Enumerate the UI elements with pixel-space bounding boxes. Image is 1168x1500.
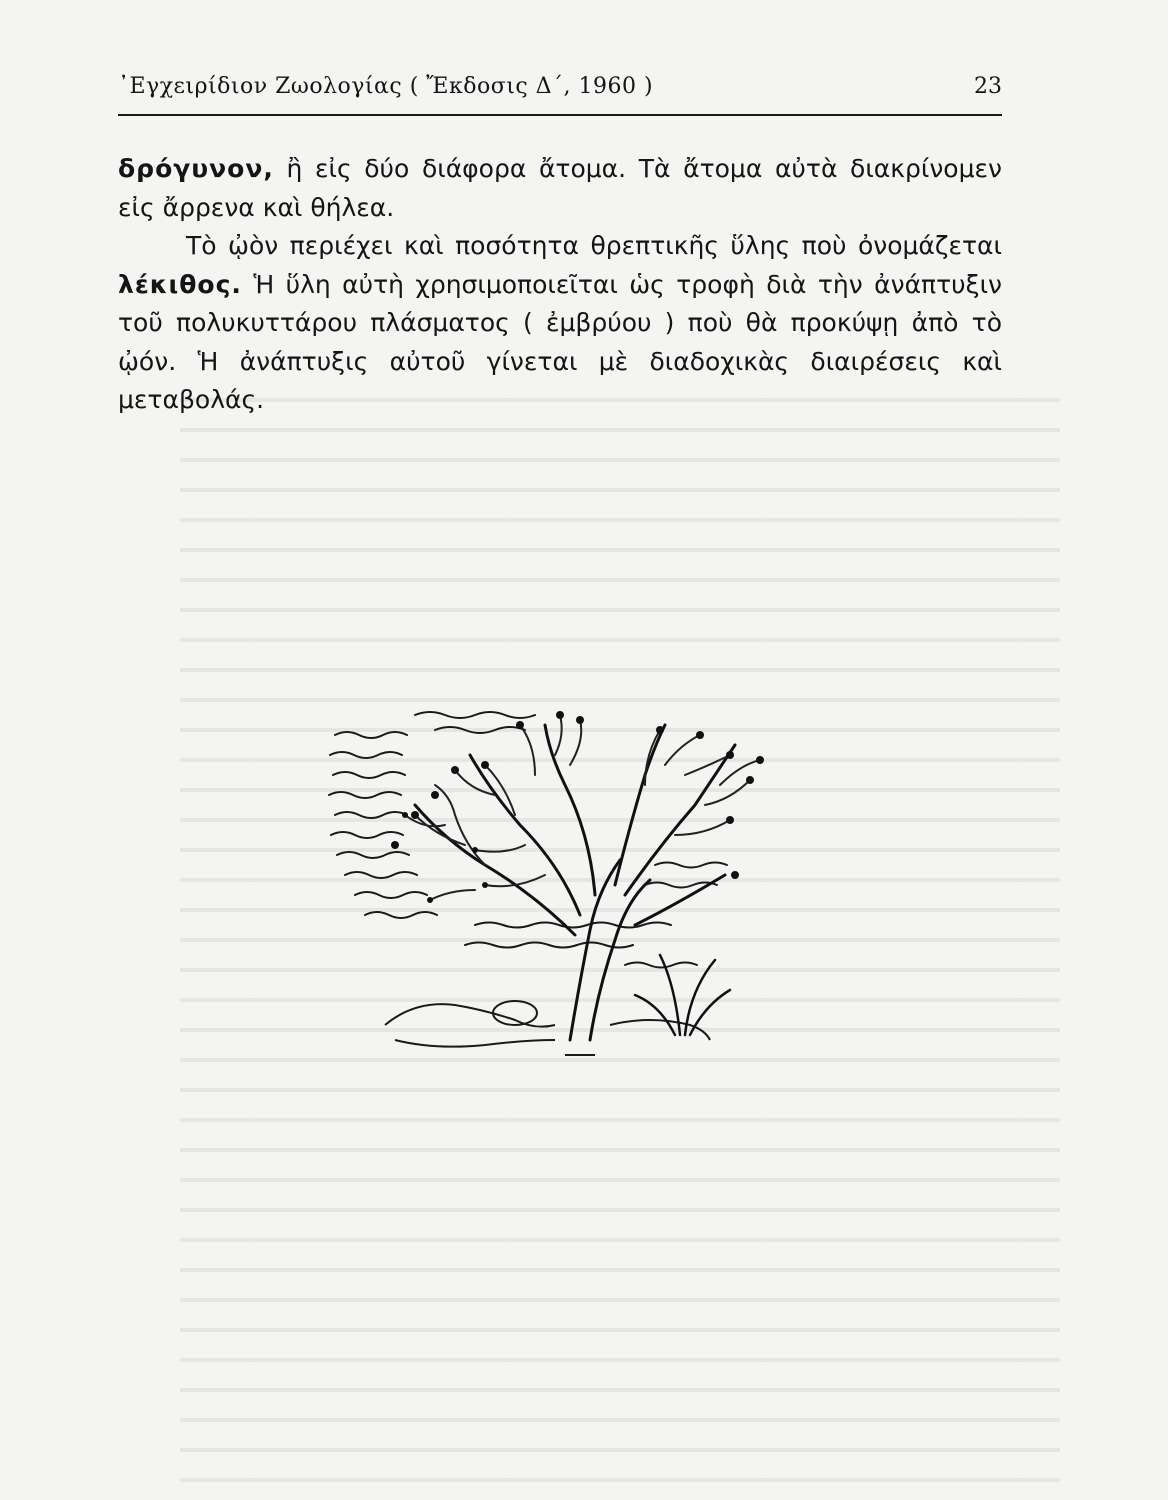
coral-illustration-icon — [325, 695, 805, 1065]
header-title: ᾽Εγχειρίδιον Ζωολογίας ( Ἔκδοσις Δ΄, 1960 ) — [118, 74, 654, 99]
paragraph-2-text-a: Τὸ ᾠὸν περιέχει καὶ ποσότητα θρεπτικῆς ὕλης ποὺ ὀνομάζεται — [186, 231, 1002, 260]
coral-illustration-svg — [325, 695, 805, 1065]
term-androgynon: δρόγυνον, — [118, 154, 274, 183]
paragraph-2 — [118, 227, 1002, 420]
body-text — [118, 150, 1002, 420]
paragraph-1 — [118, 150, 1002, 227]
header-rule — [118, 114, 1002, 116]
term-lekithos: λέκιθος. — [118, 269, 242, 299]
paragraph-1-text: ἢ εἰς δύο διάφορα ἄτομα. Τὰ ἄτομα αὐτὰ διακρίνομεν εἰς ἄρρενα καὶ θήλεα. — [118, 154, 1002, 222]
running-header — [118, 74, 1002, 114]
page-number: 23 — [974, 74, 1002, 99]
paragraph-2-text-b: Ἡ ὕλη αὐτὴ χρησιμοποιεῖται ὡς τροφὴ διὰ τὴν ἀνάπτυξιν τοῦ πολυκυττάρου πλάσματος ( ἐμβρύου ) ποὺ θὰ προκύψῃ ἀπὸ τὸ ᾠόν. Ἡ ἀνάπτυξις αὐτοῦ γίνεται μὲ διαδοχικὰς διαιρέσεις καὶ μεταβολάς. — [118, 269, 1002, 414]
